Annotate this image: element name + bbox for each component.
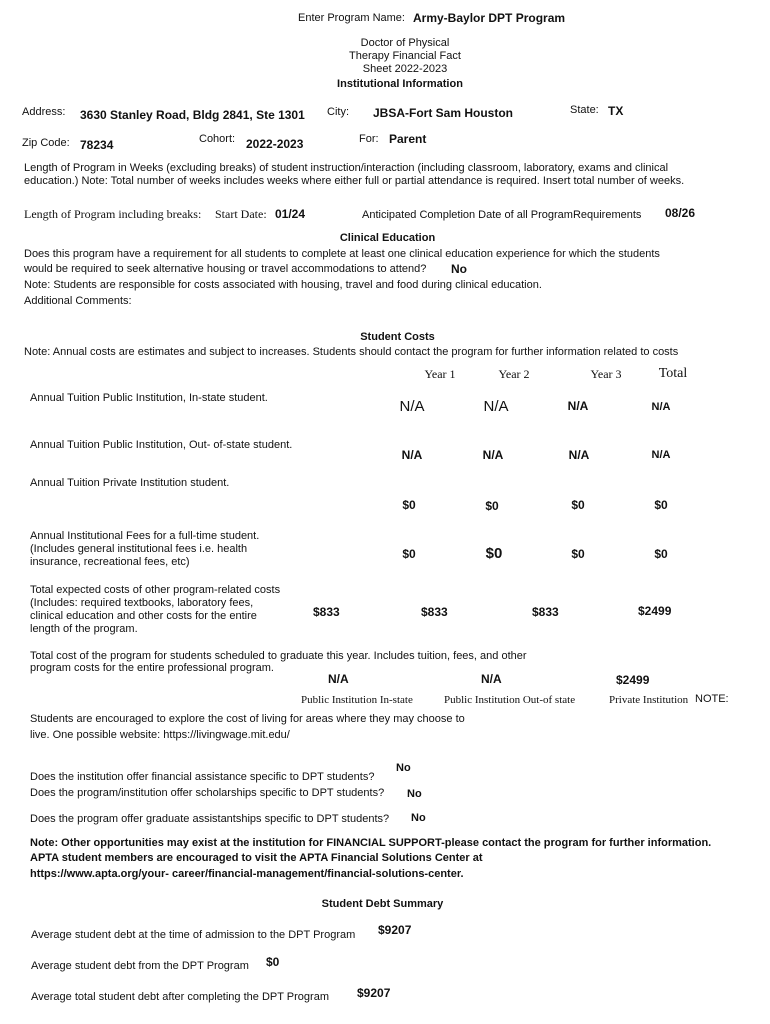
- student-costs-note: Note: Annual costs are estimates and subject to increases. Students should contact the program for further information related to costs: [24, 346, 679, 358]
- cohort-label: Cohort:: [199, 133, 236, 145]
- completion-date-field[interactable]: 08/26: [665, 206, 696, 220]
- state-field[interactable]: TX: [608, 104, 624, 118]
- for-field[interactable]: Parent: [389, 132, 427, 146]
- student-debt-summary-heading: Student Debt Summary: [321, 898, 444, 910]
- state-label: State:: [570, 104, 599, 116]
- total-label-public-instate: Public Institution In-state: [301, 694, 413, 706]
- city-label: City:: [327, 106, 349, 118]
- cohort-field[interactable]: 2022-2023: [246, 137, 304, 151]
- fees-year3[interactable]: $0: [571, 547, 585, 561]
- living-cost-line-2: live. One possible website: https://livingwage.mit.edu/: [30, 729, 290, 741]
- clinical-education-heading: Clinical Education: [339, 232, 436, 244]
- total-public-outstate-value[interactable]: N/A: [481, 672, 502, 686]
- start-date-label: Start Date:: [215, 207, 267, 221]
- debt-admission-label: Average student debt at the time of admission to the DPT Program: [31, 929, 356, 941]
- financial-assistance-question: Does the institution offer financial assistance specific to DPT students?: [30, 771, 375, 783]
- tuition-public-instate-year1[interactable]: N/A: [399, 398, 425, 415]
- for-label: For:: [359, 133, 379, 145]
- living-cost-line-1: Students are encouraged to explore the cost of living for areas where they may choose to: [30, 713, 465, 725]
- total-label-public-outstate: Public Institution Out-of state: [444, 694, 576, 706]
- total-cost-text-line-2: program costs for the entire professional program.: [30, 662, 274, 674]
- debt-total-value[interactable]: $9207: [357, 986, 391, 1000]
- clinical-note: Note: Students are responsible for costs associated with housing, travel and food during clinical education.: [24, 279, 542, 291]
- title-line-3: Sheet 2022-2023: [362, 63, 448, 75]
- tuition-public-instate-year3[interactable]: N/A: [567, 399, 589, 413]
- debt-program-label: Average student debt from the DPT Program: [31, 960, 249, 972]
- tuition-public-outstate-year3[interactable]: N/A: [568, 448, 590, 462]
- clinical-answer-field[interactable]: No: [451, 262, 467, 276]
- row-fees-label-line-2: (Includes general institutional fees i.e. health: [30, 543, 248, 555]
- title-line-2: Therapy Financial Fact: [349, 50, 461, 62]
- column-year-3: Year 3: [590, 367, 622, 381]
- section-institutional-information: Institutional Information: [337, 78, 463, 90]
- financial-support-note-line-2: APTA student members are encouraged to visit the APTA Financial Solutions Center at: [30, 852, 483, 864]
- completion-date-label: Anticipated Completion Date of all ProgramRequirements: [362, 209, 642, 221]
- other-costs-year1[interactable]: $833: [313, 605, 340, 619]
- scholarships-question: Does the program/institution offer scholarships specific to DPT students?: [30, 787, 385, 799]
- start-date-field[interactable]: 01/24: [275, 207, 306, 221]
- row-fees-label-line-1: Annual Institutional Fees for a full-time student.: [30, 530, 260, 542]
- financial-assistance-answer[interactable]: No: [396, 762, 411, 774]
- note-label: NOTE:: [695, 693, 729, 705]
- financial-support-note-line-1: Note: Other opportunities may exist at the institution for FINANCIAL SUPPORT-please contact the program for further information.: [30, 837, 712, 849]
- program-length-weeks-text: Length of Program in Weeks (excluding breaks) of student instruction/interaction (including classroom, laboratory, exams and clinical education.) Note: Total number of weeks includes weeks where either full or partial attendance is required. Insert total number of weeks.: [24, 162, 685, 187]
- fees-year2[interactable]: $0: [485, 545, 503, 562]
- other-costs-year3[interactable]: $833: [532, 605, 559, 619]
- zip-label: Zip Code:: [22, 137, 70, 149]
- total-label-private: Private Institution: [609, 694, 689, 706]
- other-costs-year2[interactable]: $833: [421, 605, 448, 619]
- student-costs-heading: Student Costs: [360, 331, 435, 343]
- tuition-private-year1[interactable]: $0: [402, 498, 416, 512]
- total-public-instate-value[interactable]: N/A: [328, 672, 349, 686]
- clinical-question-line-1: Does this program have a requirement for all students to complete at least one clinical education experience for which the students: [24, 248, 660, 260]
- clinical-question-line-2: would be required to seek alternative housing or travel accommodations to attend?: [24, 263, 427, 275]
- other-costs-label-line-1: Total expected costs of other program-related costs: [30, 584, 281, 596]
- city-field[interactable]: JBSA-Fort Sam Houston: [373, 106, 514, 120]
- title-line-1: Doctor of Physical: [360, 37, 450, 49]
- column-year-2: Year 2: [498, 367, 530, 381]
- fees-year1[interactable]: $0: [402, 547, 416, 561]
- tuition-private-year3[interactable]: $0: [571, 498, 585, 512]
- tuition-public-outstate-total[interactable]: N/A: [651, 449, 671, 461]
- scholarships-answer[interactable]: No: [407, 788, 422, 800]
- assistantships-answer[interactable]: No: [411, 812, 426, 824]
- row-tuition-public-outstate-label: Annual Tuition Public Institution, Out- of-state student.: [30, 439, 293, 451]
- total-private-value[interactable]: $2499: [616, 673, 650, 687]
- length-including-breaks-label: Length of Program including breaks:: [24, 207, 202, 221]
- tuition-public-instate-year2[interactable]: N/A: [483, 398, 509, 415]
- zip-field[interactable]: 78234: [80, 138, 114, 152]
- debt-admission-value[interactable]: $9207: [378, 923, 412, 937]
- assistantships-question: Does the program offer graduate assistantships specific to DPT students?: [30, 813, 390, 825]
- other-costs-label-line-3: clinical education and other costs for the entire: [30, 610, 257, 622]
- other-costs-label-line-2: (Includes: required textbooks, laboratory fees,: [30, 597, 254, 609]
- tuition-public-instate-total[interactable]: N/A: [651, 401, 671, 413]
- row-tuition-public-instate-label: Annual Tuition Public Institution, In-state student.: [30, 392, 268, 404]
- tuition-public-outstate-year2[interactable]: N/A: [482, 448, 504, 462]
- other-costs-label-line-4: length of the program.: [30, 623, 138, 635]
- total-cost-text-line-1: Total cost of the program for students scheduled to graduate this year. Includes tuition, fees, and other: [30, 650, 527, 662]
- program-name-label: Enter Program Name:: [298, 12, 405, 24]
- address-field[interactable]: 3630 Stanley Road, Bldg 2841, Ste 1301: [80, 108, 305, 122]
- row-fees-label-line-3: insurance, recreational fees, etc): [30, 556, 190, 568]
- debt-total-label: Average total student debt after completing the DPT Program: [31, 991, 329, 1003]
- tuition-public-outstate-year1[interactable]: N/A: [401, 448, 423, 462]
- fees-total[interactable]: $0: [654, 547, 668, 561]
- tuition-private-year2[interactable]: $0: [485, 499, 499, 513]
- address-label: Address:: [22, 106, 66, 118]
- other-costs-total[interactable]: $2499: [638, 604, 672, 618]
- column-total: Total: [658, 366, 688, 381]
- financial-support-note-line-3[interactable]: https://www.apta.org/your- career/financial-management/financial-solutions-center.: [30, 868, 464, 880]
- debt-program-value[interactable]: $0: [266, 955, 280, 969]
- program-name-value[interactable]: Army-Baylor DPT Program: [413, 11, 566, 25]
- column-year-1: Year 1: [424, 367, 456, 381]
- tuition-private-total[interactable]: $0: [654, 498, 668, 512]
- row-tuition-private-label: Annual Tuition Private Institution student.: [30, 477, 230, 489]
- additional-comments-label: Additional Comments:: [24, 295, 132, 307]
